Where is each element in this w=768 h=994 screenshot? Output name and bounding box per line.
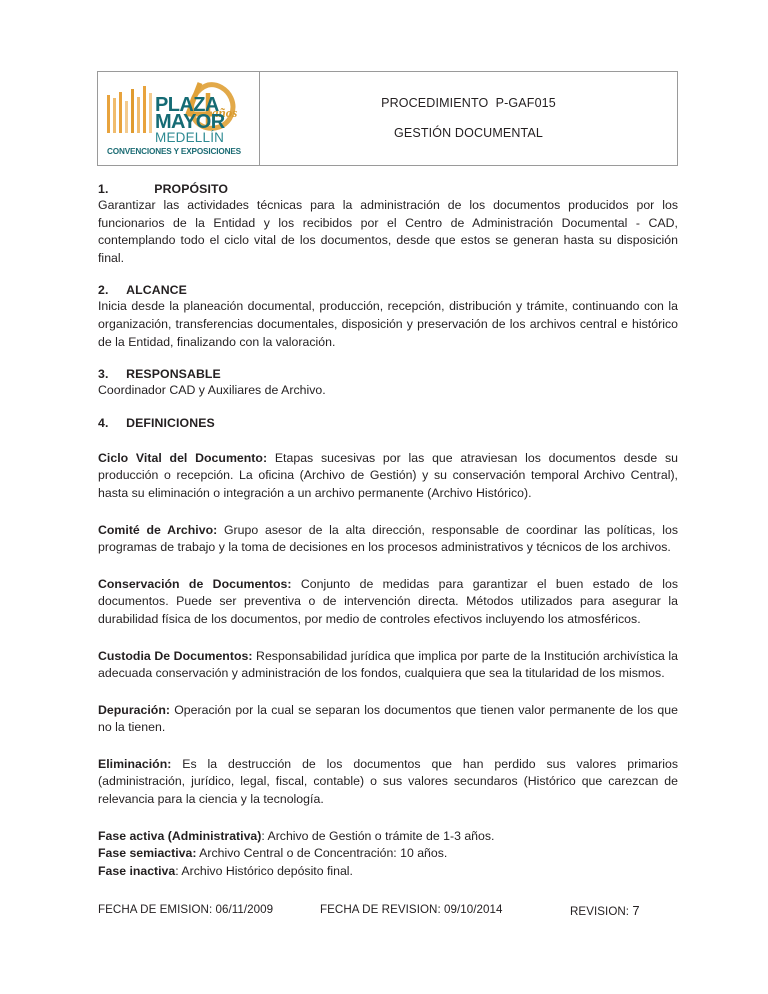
plaza-mayor-logo-icon <box>104 81 254 159</box>
definition-eliminacion <box>98 756 678 809</box>
section-heading-definiciones <box>98 416 678 430</box>
phase-term: Fase inactiva <box>98 863 176 878</box>
footer-revision-label: REVISION: <box>570 905 633 918</box>
definition-term: Custodia De Documentos: <box>98 648 253 663</box>
footer-emission-date: FECHA DE EMISION: 06/11/2009 <box>98 903 274 916</box>
definition-term: Eliminación: <box>98 756 172 771</box>
definition-text: Grupo asesor de la alta dirección, responsable de coordinar las políticas, los programas de trabajo y la toma de decisiones en los procesos administrativos y técnicos de los archivos. <box>98 522 678 555</box>
phase-term: Fase activa (Administrativa) <box>98 828 262 843</box>
section-heading-responsable <box>98 367 678 381</box>
section-body-responsable: Coordinador CAD y Auxiliares de Archivo. <box>98 383 326 398</box>
phase-semiactiva <box>98 845 678 863</box>
section-title-3: RESPONSABLE <box>126 367 221 382</box>
definition-text: Conjunto de medidas para garantizar el buen estado de los documentos. Puede ser preventiva o de intervención directa. Métodos utilizados para asegurar la durabilidad física de los documentos, por medio de controles efectivos incluyendo los atmosféricos. <box>98 576 678 626</box>
logo-brand-line1: PLAZA <box>154 93 219 116</box>
footer-revision-number-group <box>570 903 678 918</box>
logo-tagline: CONVENCIONES Y EXPOSICIONES <box>106 146 241 156</box>
definition-term: Conservación de Documentos: <box>98 576 292 591</box>
phase-term: Fase semiactiva: <box>98 846 197 861</box>
definition-text: Operación por la cual se separan los documentos que tienen valor permanente de los que no la tienen. <box>98 702 678 735</box>
section-title-2: ALCANCE <box>126 283 187 298</box>
definition-term: Comité de Archivo: <box>98 522 218 537</box>
phase-text: : Archivo de Gestión o trámite de 1-3 años. <box>261 828 495 843</box>
definition-text: Etapas sucesivas por las que atraviesan los documentos desde su producción o recepción. La oficina (Archivo de Gestión) y su conservación temporal Archivo Central), hasta su eliminación o integración a un archivo permanente (Archivo Histórico). <box>98 450 678 500</box>
definition-ciclo-vital <box>98 450 678 503</box>
phase-activa <box>98 828 678 846</box>
section-number-4: 4. <box>98 415 109 430</box>
definition-term: Depuración: <box>98 702 170 717</box>
definition-comite-archivo <box>98 522 678 557</box>
section-body-alcance: Inicia desde la planeación documental, producción, recepción, distribución y trámite, continuando con la organización, transferencias documentales, disposición y preservación de los archivos central e histórico de la Entidad, finalizando con la valoración. <box>98 299 678 349</box>
phase-text: Archivo Central o de Concentración: 10 años. <box>196 846 448 861</box>
logo-bars-icon <box>107 86 152 133</box>
section-number-1: 1. <box>98 182 109 196</box>
header-procedure-title: PROCEDIMIENTO P-GAF015 <box>381 95 556 110</box>
header-logo-cell <box>98 72 260 165</box>
section-number-3: 3. <box>98 367 109 382</box>
section-number-2: 2. <box>98 283 109 298</box>
footer-revision-date: FECHA DE REVISION: 09/10/2014 <box>320 903 503 916</box>
logo-brand-line3: MEDELLÍN <box>154 129 224 145</box>
phase-inactiva <box>98 863 678 881</box>
phase-text: : Archivo Histórico depósito final. <box>175 863 353 878</box>
section-heading-proposito <box>98 182 678 196</box>
definition-term: Ciclo Vital del Documento: <box>98 450 268 465</box>
section-body-proposito: Garantizar las actividades técnicas para la administración de los documentos producidos por los funcionarios de la Entidad y los recibidos por el Centro de Administración Documental - CAD, contemplando todo el ciclo vital de los documentos, desde que estos se generan hasta su disposición final. <box>98 198 678 265</box>
header-title-cell <box>260 72 677 165</box>
section-heading-alcance <box>98 283 678 297</box>
anniversary-anos-label: años <box>211 104 237 120</box>
definition-custodia-documentos <box>98 648 678 683</box>
definition-text: Responsabilidad jurídica que implica por parte de la Institución archivística la adecuada conservación y administración de los fondos, cualquiera que sea la titularidad de los mismos. <box>98 648 678 681</box>
definition-conservacion-documentos <box>98 576 678 629</box>
plaza-mayor-logo <box>104 81 254 159</box>
definition-depuracion <box>98 702 678 737</box>
document-footer <box>98 903 678 918</box>
document-body <box>98 182 678 880</box>
logo-brand-line2: MAYOR <box>154 110 225 133</box>
footer-revision-number: 7 <box>632 903 640 918</box>
definition-text: Es la destrucción de los documentos que han perdido sus valores primarios (administración, jurídico, legal, fiscal, contable) o sus valores secundaros (Histórico que carezcan de relevancia para la ciencia y la tecnología. <box>98 756 678 807</box>
header-process-name: GESTIÓN DOCUMENTAL <box>393 125 543 140</box>
section-title-4: DEFINICIONES <box>126 415 215 430</box>
document-header-table <box>97 71 678 166</box>
section-title-1: PROPÓSITO <box>154 182 229 196</box>
